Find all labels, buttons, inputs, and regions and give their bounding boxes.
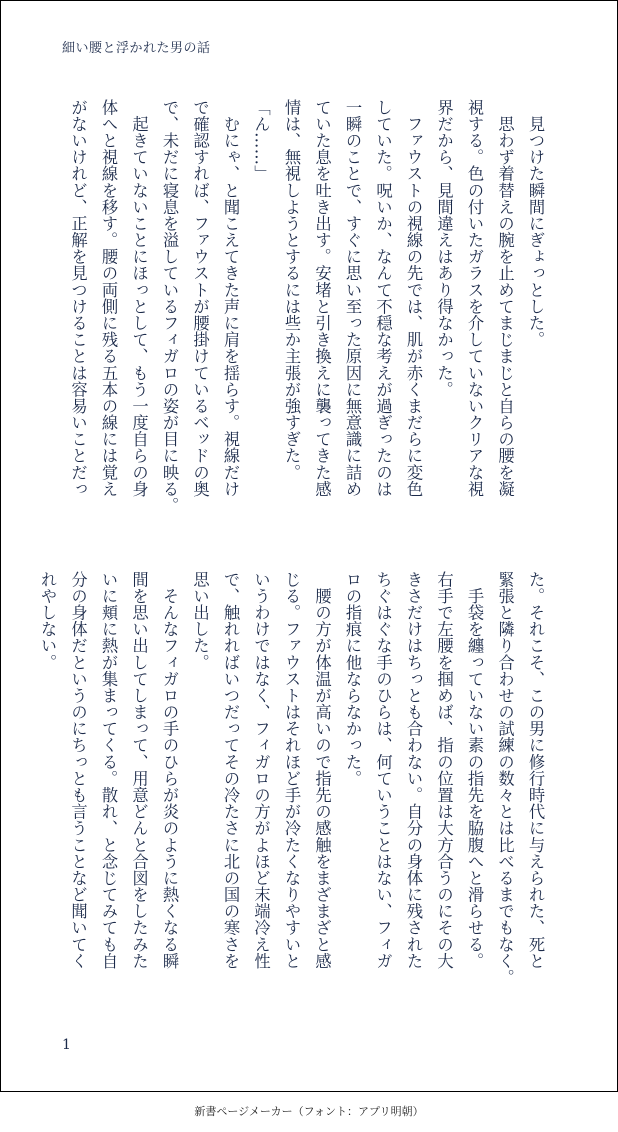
page-number: 1 [62, 1037, 71, 1053]
paragraph: 手袋を纏っていない素の指先を脇腹へと滑らせる。 右手で左腰を掴めば、指の位置は大方合うのにその大 きさだけはちっとも合わない。自分の身体に残された ちぐはぐな手のひらは、何ていうことはない、フィガ ロの指痕に他ならなかった。 [343, 571, 484, 970]
running-title: 細い腰と浮かれた男の話 [62, 41, 211, 56]
paragraph: 腰の方が体温が高いので指先の感触をまざまざと感 じる。ファウストはそれほど手が冷たくなりやすいと いうわけではなく、フィガロの方がよほど末端冷え性 で、触れればいつだってその冷たさに北の国の寒さを 思い出した。 [190, 571, 332, 970]
paragraph: た。それこそ、この男に修行時代に与えられた、死と 緊張と隣り合わせの試練の数々とは比べるまでもなく。 [495, 571, 545, 986]
paragraph: 思わず着替えの腕を止めてまじまじと自らの腰を凝 視する。色の付いたガラスを介していないクリアな視 界だから、見間違えはあり得なかった。 [434, 99, 515, 498]
paragraph: 「ん……」 [251, 99, 271, 182]
paragraph: 見つけた瞬間にぎょっとした。 [526, 99, 545, 348]
paragraph: むにゃ、と聞こえてきた声に肩を揺らす。視線だけ で確認すれば、ファウストが腰掛けているベッドの奥 で、未だに寝息を溢しているフィガロの姿が目に映る。 起きていないことにほっとして、もう一度自らの身 体へと視線を移す。腰の両側に残る五本の線には覚え がないけれど、正解を見つけることは容易いことだっ [68, 99, 240, 514]
paragraph: ファウストの視線の先では、肌が赤くまだらに変色 していた。呪いか、なんて不穏な考えが過ぎったのは 一瞬のことで、すぐに思い至った原因に無意識に詰め ていた息を吐き出す。安堵と引き換えに襲ってきた感 情は、無視しようとするには些か主張が強すぎた。 [282, 99, 423, 498]
paragraph: そんなフィガロの手のひらが炎のように熱くなる瞬 間を思い出してしまって、用意どんと合図をしたみた いに頬に熱が集まってくる。散れ、と念じてみても自 分の身体だというのにちっとも言うことなど聞いてく れやしない。 [38, 571, 179, 970]
footer-credit: 新書ページメーカー（フォント：アプリ明朝） [194, 1105, 424, 1118]
text-block-top [60, 99, 550, 529]
text-block-bottom [38, 571, 550, 1001]
